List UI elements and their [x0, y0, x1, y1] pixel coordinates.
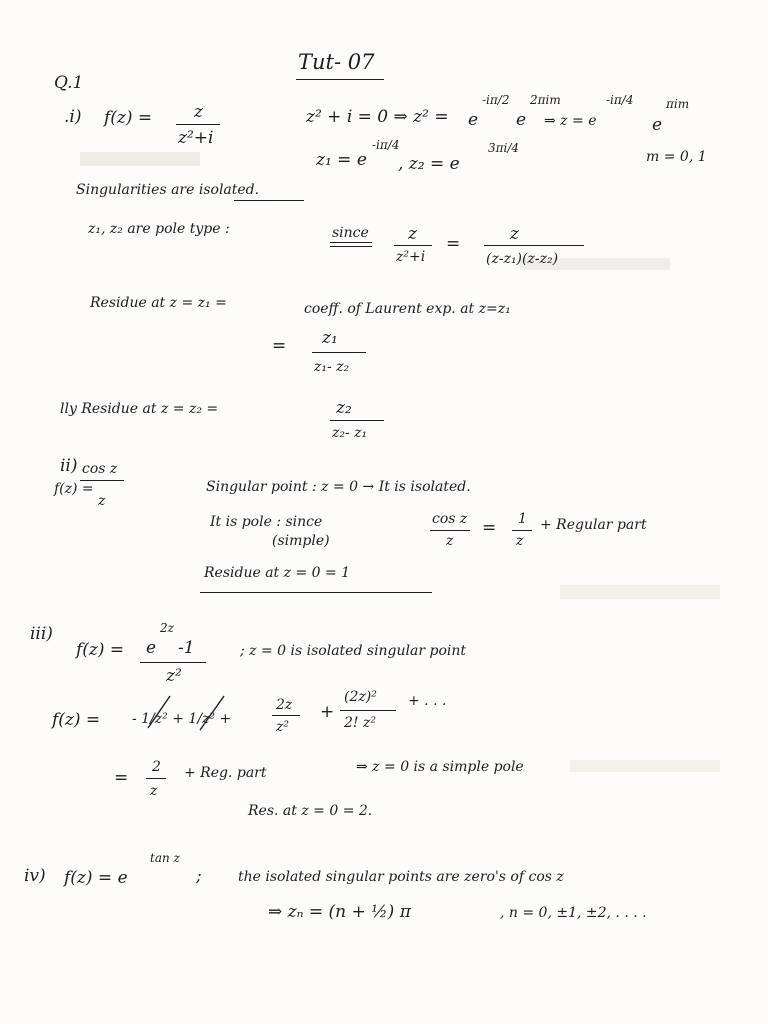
part-i-pole-num2: z [510, 224, 519, 244]
part-i-e4-exp: πim [666, 97, 690, 111]
part-iii-t-den: z [150, 783, 158, 799]
part-i-residue-den: z₁- z₂ [314, 359, 350, 375]
part-iii-exp: 2z [160, 621, 174, 635]
part-iv-exp: tan z [150, 851, 180, 865]
part-ii-simple: (simple) [272, 533, 330, 549]
part-i-eq1: z² + i = 0 ⇒ z² = [306, 107, 449, 127]
part-ii-frac-num: cos z [432, 511, 468, 527]
part-iii-den: z² [166, 666, 182, 686]
part-iii-dots: + . . . [408, 693, 447, 709]
part-i-num: z [194, 102, 203, 122]
part-iii-s3-num: (2z)² [344, 689, 377, 705]
part-ii-pole: It is pole : since [210, 514, 323, 530]
part-i-label: .i) [64, 107, 82, 127]
question-label: Q.1 [54, 73, 84, 93]
strike-stroke [200, 696, 224, 730]
part-ii-frac-den: z [446, 533, 454, 549]
part-iii-s2-num: 2z [276, 697, 293, 713]
part-i-residue-eq: = [272, 336, 287, 356]
part-ii-one-den: z [516, 533, 524, 549]
part-iii-note: ; z = 0 is isolated singular point [240, 643, 467, 659]
part-i-z1-exp: -iπ/4 [372, 138, 400, 152]
part-i-residue2-den: z₂- z₁ [332, 425, 368, 441]
part-i-e3-exp: -iπ/4 [606, 93, 634, 107]
part-i-pole-den: z²+i [396, 249, 426, 265]
part-iii-t-num: 2 [152, 759, 161, 775]
part-iv-zero-text: the isolated singular points are zero's of cos z [238, 869, 564, 885]
part-i-e2-exp: 2πim [530, 93, 561, 107]
part-iii-fz: f(z) = [76, 640, 125, 660]
part-i-z2-exp: 3πi/4 [488, 141, 520, 155]
part-i-pole-line: z₁, z₂ are pole type : [88, 221, 230, 237]
part-iv-fz: f(z) = e [64, 868, 128, 888]
part-i-e1-exp: -iπ/2 [482, 93, 510, 107]
part-i-m-range: m = 0, 1 [646, 149, 707, 165]
part-i-e4: e [652, 115, 663, 135]
part-iii-t-rest: + Reg. part [184, 765, 267, 781]
part-ii-one-num: 1 [518, 511, 527, 527]
part-iii-series-s1: - 1/z² + 1/z² + [132, 711, 232, 727]
strike-stroke [148, 696, 170, 728]
part-i-pole-eq: = [446, 234, 461, 254]
part-iv-label: iv) [24, 866, 46, 886]
part-i-residue-label: Residue at z = z₁ = [90, 295, 227, 311]
part-iii-simple-pole: ⇒ z = 0 is a simple pole [356, 759, 524, 775]
part-iii-e: e [146, 638, 157, 658]
part-i-z2: , z₂ = e [398, 154, 460, 174]
part-i-residue-text: coeff. of Laurent exp. at z=z₁ [304, 301, 511, 317]
part-ii-den: z [98, 493, 106, 509]
part-iii-series-lhs: f(z) = [52, 710, 101, 730]
part-i-residue2-num: z₂ [336, 398, 352, 418]
part-i-fz: f(z) = [104, 108, 153, 128]
part-ii-label: ii) [60, 456, 78, 476]
part-i-residue-num: z₁ [322, 328, 338, 348]
part-iii-s3-plus: + [320, 702, 335, 722]
page-title: Tut- 07 [298, 50, 375, 74]
part-iii-label: iii) [30, 624, 53, 644]
part-i-isolated-note: Singularities are isolated. [76, 182, 260, 198]
part-ii-num: cos z [82, 461, 118, 477]
part-iii-minus1: -1 [178, 638, 195, 658]
part-iii-s3-den: 2! z² [344, 715, 376, 731]
part-i-den: z²+i [178, 128, 214, 148]
part-iii-eq: = [114, 768, 129, 788]
part-ii-regular: + Regular part [540, 517, 647, 533]
part-i-z1: z₁ = e [316, 150, 367, 170]
part-i-residue2-label: lly Residue at z = z₂ = [60, 401, 219, 417]
part-iii-s2-den: z² [276, 719, 289, 735]
part-iv-semicolon: ; [196, 866, 202, 886]
part-i-pole-den2: (z-z₁)(z-z₂) [486, 251, 559, 267]
part-ii-singular: Singular point : z = 0 → It is isolated. [206, 479, 471, 495]
part-i-implies: ⇒ z = e [544, 113, 597, 129]
part-i-pole-num: z [408, 224, 417, 244]
part-i-e2: e [516, 110, 527, 130]
part-ii-fz: f(z) = [54, 481, 94, 497]
part-iv-zn: ⇒ zₙ = (n + ½) π [268, 902, 411, 922]
part-i-since: since [332, 225, 369, 241]
part-iv-n-range: , n = 0, ±1, ±2, . . . . [500, 905, 647, 921]
part-iii-residue: Res. at z = 0 = 2. [248, 803, 373, 819]
part-i-e1: e [468, 110, 479, 130]
part-ii-eq: = [482, 518, 497, 538]
part-ii-residue: Residue at z = 0 = 1 [204, 565, 351, 581]
